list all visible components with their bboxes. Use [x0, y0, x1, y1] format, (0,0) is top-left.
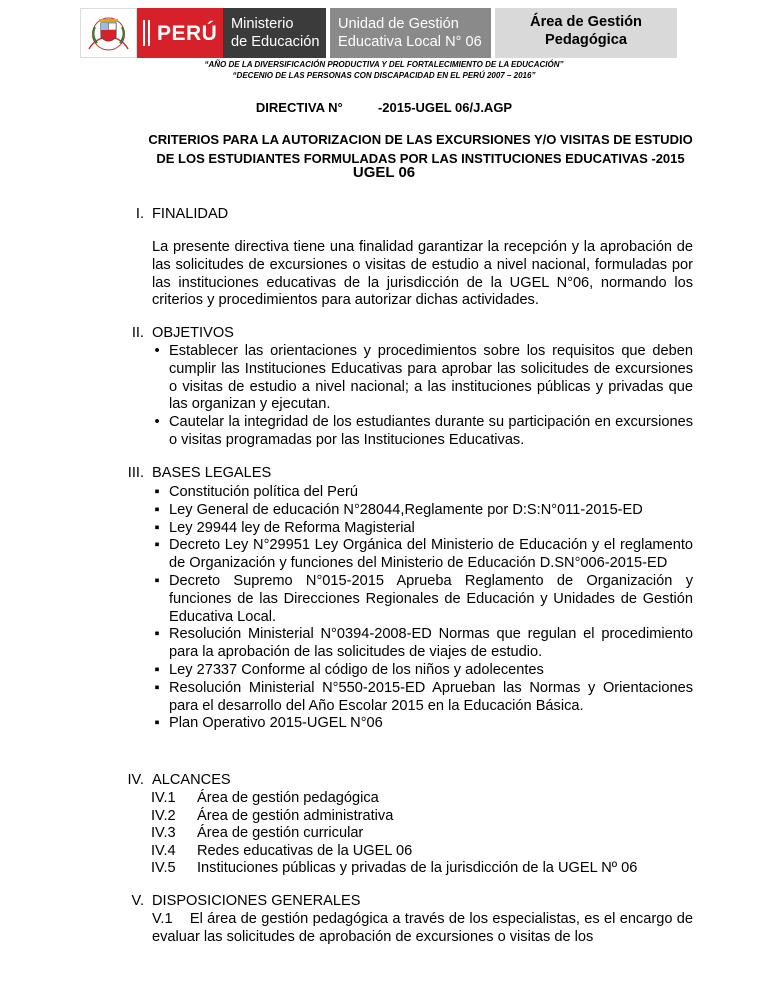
objective-text: Establecer las orientaciones y procedimientos sobre los requisitos que deben cumplir las Instituciones Educativas para aprobar las solicitudes de excursiones o visitas de estudio a nivel nacional; a las instituciones públicas y privadas que las organizan y ejecutan.	[169, 343, 693, 413]
legal-item-text: Ley 27337 Conforme al código de los niños y adolecentes	[169, 661, 544, 678]
square-bullet-icon: ▪	[154, 484, 160, 500]
objectives-list	[147, 343, 693, 450]
legal-item-text: Resolución Ministerial N°550-2015-ED Aprueban las Normas y Orientaciones para el desarrollo del Año Escolar 2015 en la Educación Básica.	[169, 679, 693, 714]
legal-item-text: Constitución política del Perú	[169, 484, 359, 500]
scope-text: Área de gestión administrativa	[197, 807, 394, 824]
country-label: PERÚ	[157, 22, 218, 45]
list-item	[147, 626, 693, 662]
list-item	[147, 414, 693, 450]
square-bullet-icon: ▪	[154, 626, 160, 643]
legal-item-text: Decreto Supremo N°015-2015 Aprueba Reglamento de Organización y funciones de las Direcciones Regionales de Educación y Unidades de Gestión Educativa Local.	[169, 572, 693, 625]
list-item	[147, 537, 693, 573]
legal-item-text: Ley General de educación N°28044,Reglamente por D:S:N°011-2015-ED	[169, 501, 643, 518]
square-bullet-icon: ▪	[154, 501, 160, 518]
list-item	[147, 343, 693, 414]
bullet-icon: •	[154, 414, 160, 431]
provision-number: V.1	[152, 911, 173, 927]
list-item	[147, 502, 693, 520]
section-2-title: OBJETIVOS	[152, 325, 234, 341]
area-line-2: Pedagógica	[545, 31, 627, 48]
scope-number: IV.4	[151, 842, 176, 859]
list-item	[147, 680, 693, 716]
objective-text: Cautelar la integridad de los estudiantes durante su participación en excursiones o visitas programadas por las Instituciones Educativas.	[169, 414, 693, 448]
provision-text: El área de gestión pedagógica a través de los especialistas, es el encargo de evaluar las solicitudes de aprobación de excursiones o visitas de los	[152, 911, 693, 945]
header-banner	[80, 8, 677, 58]
ministry-line-1: Ministerio	[231, 16, 294, 32]
scope-list	[151, 790, 637, 878]
square-bullet-icon: ▪	[154, 679, 160, 696]
section-3-title: BASES LEGALES	[152, 465, 272, 481]
motto-decade: “DECENIO DE LAS PERSONAS CON DISCAPACIDAD EN EL PERÚ 2007 – 2016”	[232, 71, 536, 80]
directive-suffix: -2015-UGEL 06/J.AGP	[377, 100, 513, 115]
section-1-number: I.	[135, 206, 144, 222]
list-item	[147, 715, 693, 733]
section-3-number: III.	[127, 465, 144, 481]
scope-text: Instituciones públicas y privadas de la jurisdicción de la UGEL Nº 06	[197, 860, 638, 877]
ugel-block	[330, 8, 491, 58]
section-4-title: ALCANCES	[152, 772, 231, 788]
scope-number: IV.1	[151, 790, 176, 806]
section-5-number: V.	[131, 893, 144, 909]
list-item	[147, 573, 693, 626]
square-bullet-icon: ▪	[154, 715, 160, 732]
directive-prefix: DIRECTIVA N°	[255, 100, 343, 115]
list-item	[151, 860, 637, 878]
list-item	[147, 662, 693, 680]
scope-text: Área de gestión pedagógica	[197, 790, 379, 806]
scope-text: Redes educativas de la UGEL 06	[197, 842, 413, 859]
list-item	[147, 520, 693, 538]
area-block	[495, 8, 677, 58]
general-provision-1	[152, 911, 693, 947]
scope-number: IV.2	[151, 807, 176, 824]
directive-number	[0, 100, 768, 115]
list-item	[151, 790, 637, 808]
square-bullet-icon: ▪	[154, 537, 160, 554]
list-item	[147, 484, 693, 502]
section-1-title: FINALIDAD	[152, 206, 229, 222]
ugel-line-2: Educativa Local N° 06	[338, 33, 482, 50]
section-2-number: II.	[131, 325, 144, 341]
scope-text: Área de gestión curricular	[197, 825, 364, 842]
scope-number: IV.5	[151, 860, 176, 877]
legal-item-text: Ley 29944 ley de Reforma Magisterial	[169, 519, 415, 536]
peru-crest-icon	[80, 8, 137, 58]
ministry-block	[223, 8, 326, 58]
ministry-line-2: de Educación	[231, 33, 320, 50]
bullet-icon: •	[154, 343, 160, 359]
square-bullet-icon: ▪	[154, 572, 160, 589]
area-line-1: Área de Gestión	[530, 14, 642, 30]
section-4-number: IV.	[127, 772, 144, 788]
list-item	[151, 808, 637, 826]
square-bullet-icon: ▪	[154, 519, 160, 536]
section-1-text: La presente directiva tiene una finalidad garantizar la recepción y la aprobación de las solicitudes de excursiones o visitas de estudio a nivel nacional, formuladas por las instituciones educativas de la jurisdicción de la UGEL N°06, normando los criterios y procedimientos para autorizar dichas actividades.	[152, 239, 693, 309]
section-5-title: DISPOSICIONES GENERALES	[152, 893, 361, 909]
list-item	[151, 843, 637, 861]
ugel-line-1: Unidad de Gestión	[338, 16, 459, 32]
scope-number: IV.3	[151, 825, 176, 842]
list-item	[151, 825, 637, 843]
legal-item-text: Resolución Ministerial N°0394-2008-ED Normas que regulan el procedimiento para la aprobación de las solicitudes de viajes de estudio.	[169, 626, 693, 661]
document-title: CRITERIOS PARA LA AUTORIZACION DE LAS EXCURSIONES Y/O VISITAS DE ESTUDIO DE LOS ESTUDIANTES FORMULADAS POR LAS INSTITUCIONES EDUCATIVAS -2015	[148, 132, 693, 166]
motto-year: “AÑO DE LA DIVERSIFICACIÓN PRODUCTIVA Y DEL FORTALECIMIENTO DE LA EDUCACIÓN”	[204, 60, 564, 69]
peru-stripes-icon	[143, 20, 150, 46]
document-subtitle: UGEL 06	[352, 164, 416, 181]
square-bullet-icon: ▪	[154, 661, 160, 678]
legal-item-text: Plan Operativo 2015-UGEL N°06	[169, 715, 383, 732]
legal-bases-list	[147, 484, 693, 733]
legal-item-text: Decreto Ley N°29951 Ley Orgánica del Ministerio de Educación y el reglamento de Organización y funciones del Ministerio de Educación D.SN°006-2015-ED	[169, 537, 693, 572]
peru-logo-block	[137, 8, 223, 58]
